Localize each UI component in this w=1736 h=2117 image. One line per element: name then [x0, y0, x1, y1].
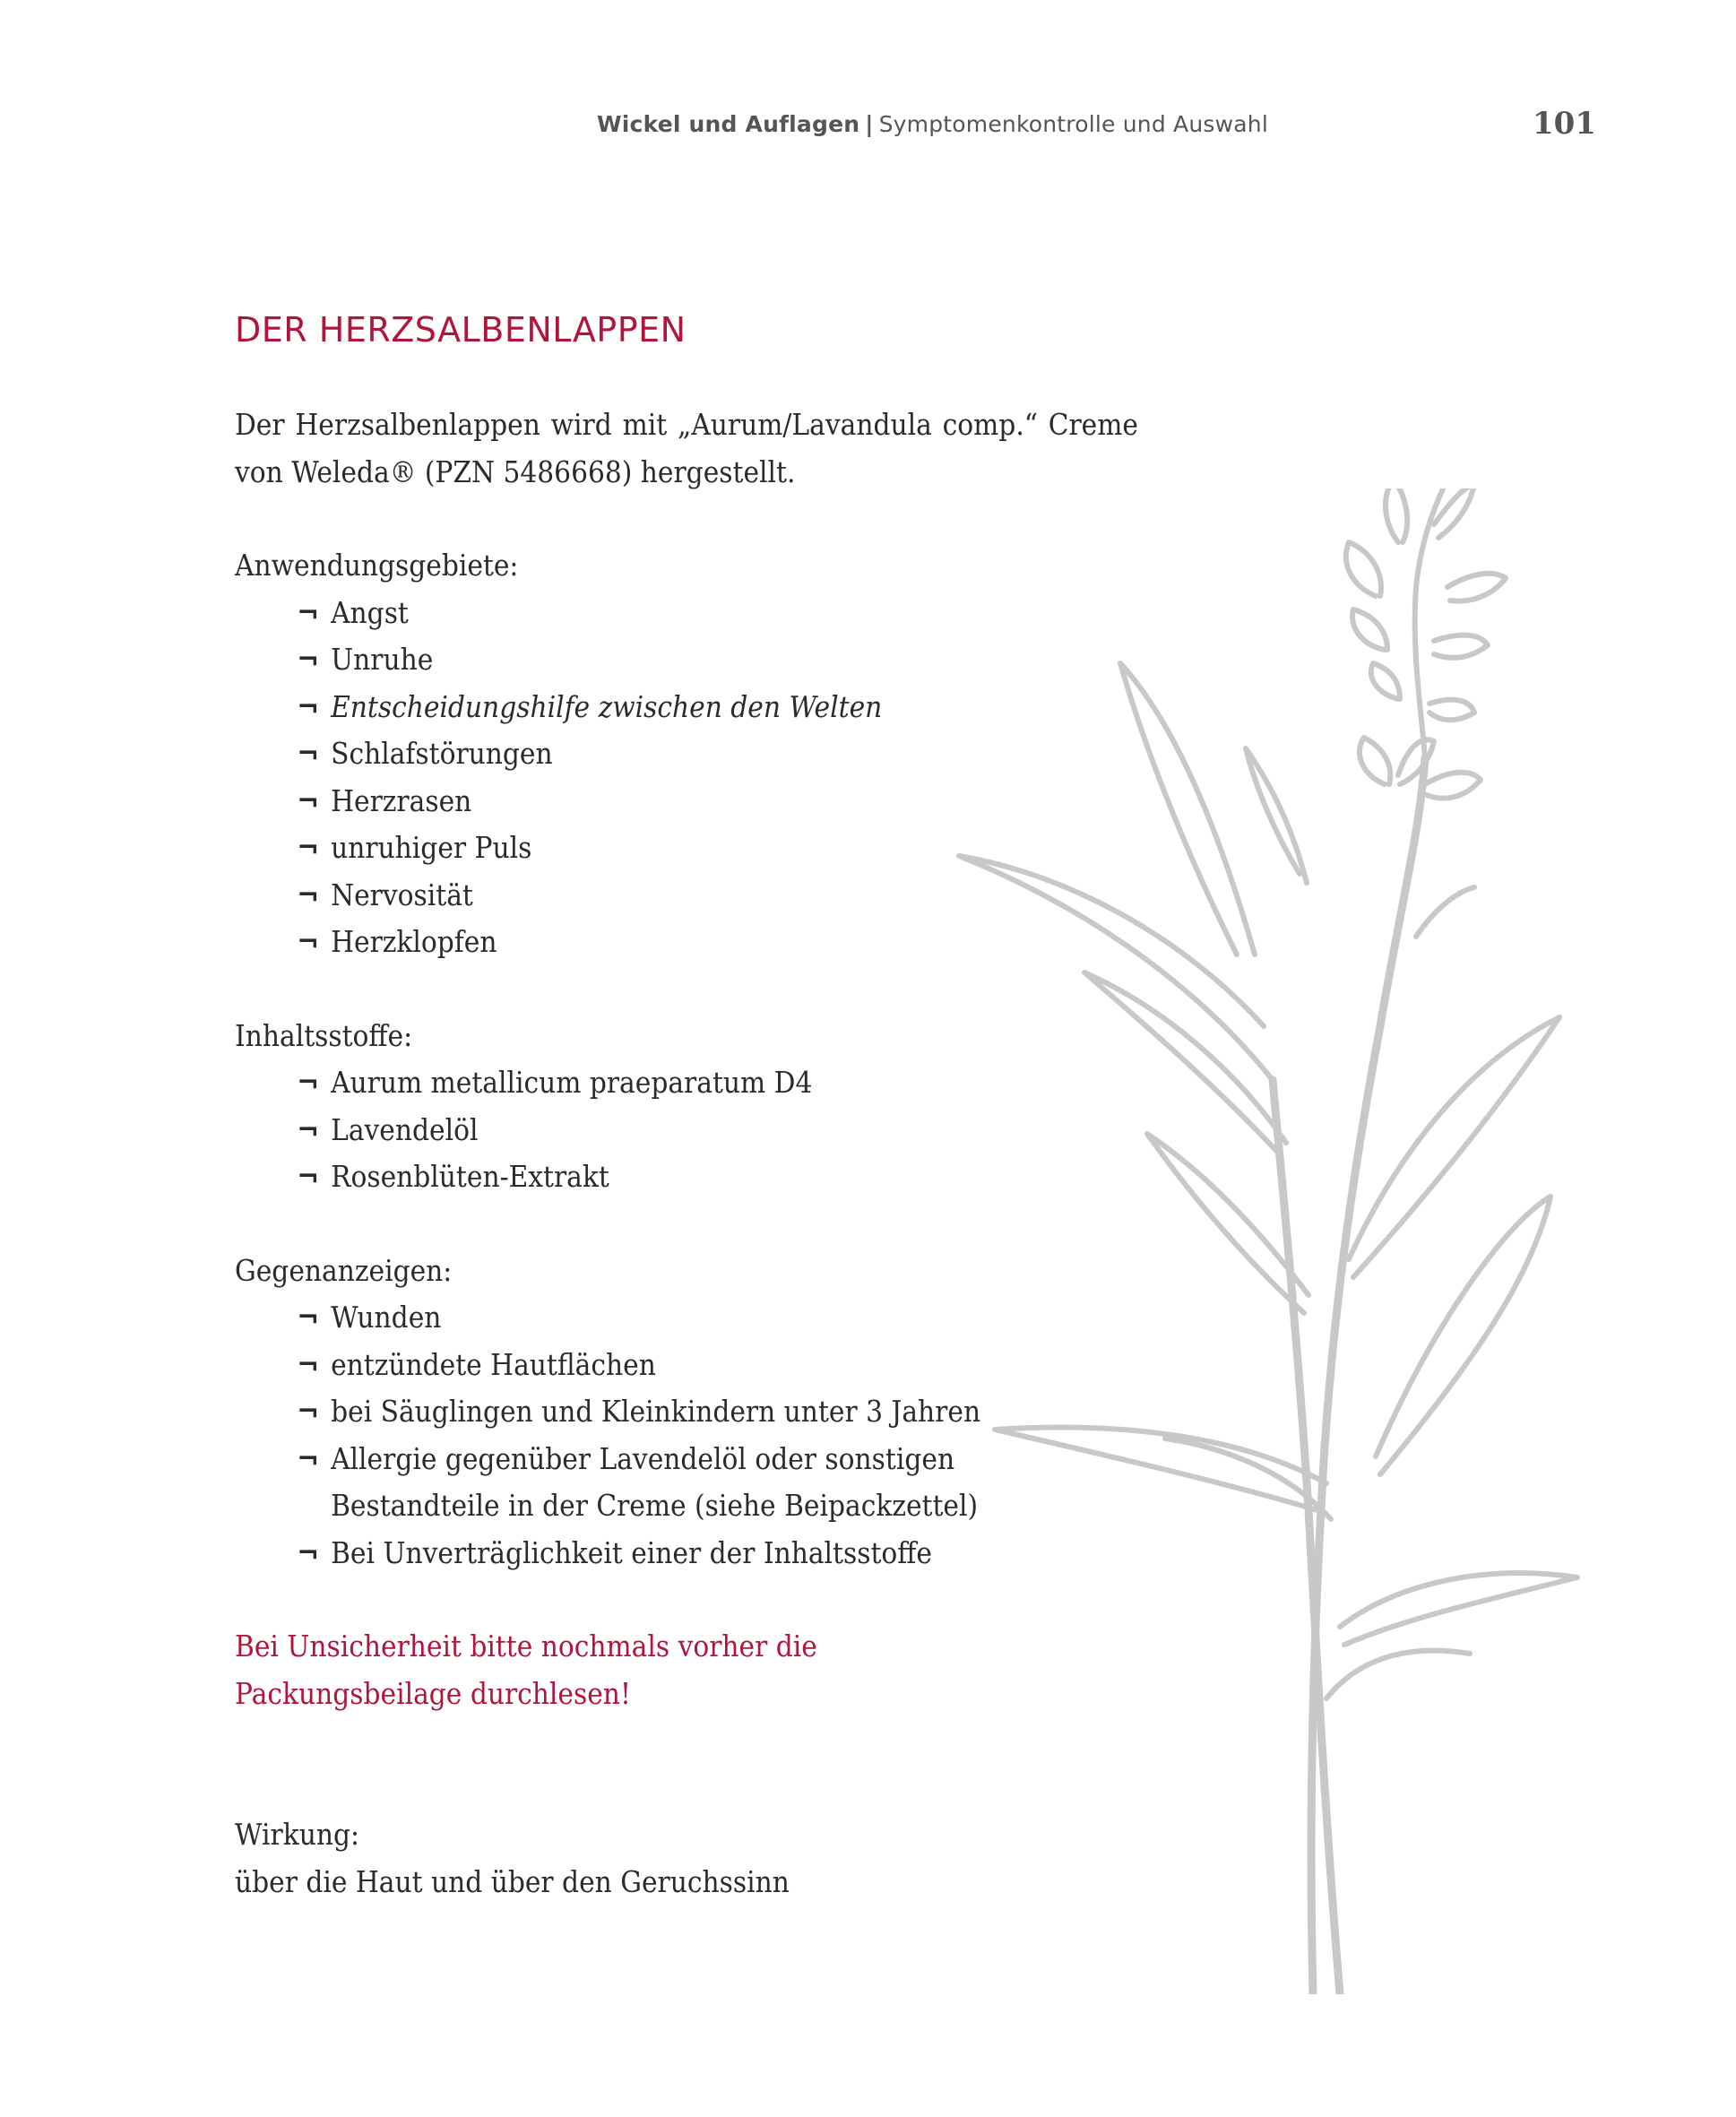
list-item: ¬ Rosenblüten-Extrakt [331, 1154, 1146, 1201]
bullet-icon: ¬ [297, 1534, 320, 1570]
list-item: ¬ unruhiger Puls [331, 825, 1146, 872]
indications-list [235, 590, 1146, 966]
header-section: Wickel und Auflagen [597, 111, 860, 137]
list-item: ¬ Herzrasen [331, 778, 1146, 825]
warning-line-1: Bei Unsicherheit bitte nochmals vorher die [235, 1629, 817, 1663]
list-item: ¬ Nervosität [331, 872, 1146, 920]
bullet-icon: ¬ [297, 594, 320, 630]
bullet-icon: ¬ [297, 782, 320, 818]
bullet-icon: ¬ [297, 688, 320, 724]
indications-heading: Anwendungsgebiete: [235, 548, 519, 583]
list-item: ¬ Herzklopfen [331, 919, 1146, 966]
bullet-icon: ¬ [297, 642, 320, 677]
effect-heading: Wirkung: [235, 1817, 359, 1852]
contraindications-list [235, 1294, 1146, 1577]
list-item: ¬ Entscheidungshilfe zwischen den Welten [331, 684, 1146, 731]
bullet-icon: ¬ [297, 830, 320, 865]
list-item: ¬ Aurum metallicum praeparatum D4 [331, 1059, 1146, 1107]
bullet-icon: ¬ [297, 736, 320, 771]
bullet-icon: ¬ [297, 1346, 320, 1382]
list-item: ¬ Wunden [331, 1294, 1146, 1342]
list-item: ¬ Angst [331, 590, 1146, 637]
bullet-icon: ¬ [297, 1440, 320, 1476]
page-title: DER HERZSALBENLAPPEN [235, 310, 687, 350]
list-item: ¬ Schlafstörungen [331, 730, 1146, 778]
page-number: 101 [1533, 106, 1596, 142]
bullet-icon: ¬ [297, 1159, 320, 1194]
bullet-icon: ¬ [297, 1394, 320, 1429]
list-item: ¬ Lavendelöl [331, 1107, 1146, 1154]
content [235, 402, 1146, 1905]
list-item: ¬ entzündete Hautflächen [331, 1342, 1146, 1389]
bullet-icon: ¬ [297, 924, 320, 959]
bullet-icon: ¬ [297, 877, 320, 912]
bullet-icon: ¬ [297, 1065, 320, 1100]
list-item: ¬ Bei Unverträglichkeit einer der Inhaltsstoffe [331, 1530, 1146, 1577]
bullet-icon: ¬ [297, 1300, 320, 1335]
warning-note [235, 1623, 1146, 1717]
header-subsection: Symptomenkontrolle und Auswahl [878, 111, 1268, 137]
effect-text: über die Haut und über den Geruchssinn [235, 1863, 790, 1899]
warning-line-2: Packungsbeilage durchlesen! [235, 1675, 631, 1711]
header-separator: | [865, 111, 874, 137]
ingredients-list [235, 1059, 1146, 1201]
list-item: ¬ bei Säuglingen und Kleinkindern unter 3 Jahren [331, 1388, 1146, 1436]
intro-paragraph: Der Herzsalbenlappen wird mit „Aurum/Lavandula comp.“ Creme von Weleda® (PZN 5486668) hergestellt. [235, 407, 1138, 489]
bullet-icon: ¬ [297, 1111, 320, 1147]
contraindications-heading: Gegenanzeigen: [235, 1252, 453, 1288]
running-header [597, 111, 1268, 137]
list-item: ¬ Allergie gegenüber Lavendelöl oder sonstigen Bestandteile in der Creme (siehe Beipackzettel) [331, 1436, 1073, 1530]
list-item: ¬ Unruhe [331, 636, 1146, 684]
ingredients-heading: Inhaltsstoffe: [235, 1017, 413, 1053]
